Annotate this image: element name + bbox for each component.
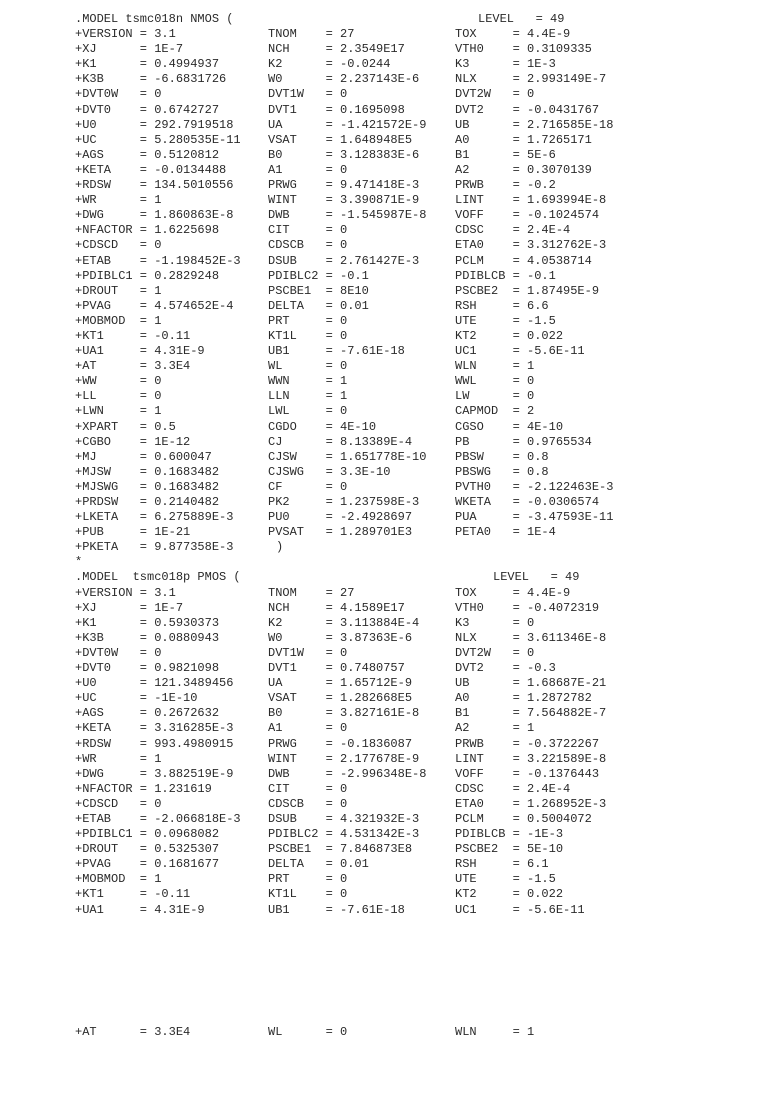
parameter-cell: K3 = 0 bbox=[455, 615, 535, 630]
parameter-cell: CF = 0 bbox=[268, 479, 348, 494]
nmos-parameter-row bbox=[75, 269, 755, 284]
parameter-cell: +KETA = -0.0134488 bbox=[75, 162, 227, 177]
nmos-parameter-row bbox=[75, 133, 755, 148]
nmos-parameter-row bbox=[75, 208, 755, 223]
parameter-cell: PSCBE1 = 8E10 bbox=[268, 283, 369, 298]
pmos-parameter-row bbox=[75, 601, 755, 616]
parameter-cell: +UC = 5.280535E-11 bbox=[75, 132, 241, 147]
parameter-cell: WL = 0 bbox=[268, 359, 348, 374]
parameter-cell: +PRDSW = 0.2140482 bbox=[75, 495, 220, 509]
pmos-parameter-row bbox=[75, 586, 755, 601]
parameter-cell: PK2 = 1.237598E-3 bbox=[268, 495, 420, 509]
parameter-cell: +K3B = 0.0880943 bbox=[75, 630, 220, 645]
pmos-parameter-row bbox=[75, 646, 755, 661]
parameter-cell: +DWG = 1.860863E-8 bbox=[75, 208, 234, 223]
nmos-parameter-row bbox=[75, 359, 755, 374]
parameter-cell: +CGBO = 1E-12 bbox=[75, 434, 191, 449]
pmos-parameter-row bbox=[75, 616, 755, 631]
parameter-cell: PBSW = 0.8 bbox=[455, 449, 549, 464]
parameter-cell: VSAT = 1.648948E5 bbox=[268, 132, 413, 147]
separator-asterisk: * bbox=[75, 555, 83, 570]
parameter-cell: PSCBE2 = 5E-10 bbox=[455, 842, 564, 857]
parameter-cell: CIT = 0 bbox=[268, 781, 348, 796]
parameter-cell: KT2 = 0.022 bbox=[455, 328, 564, 343]
pmos-parameter-row bbox=[75, 706, 755, 721]
parameter-cell: KT2 = 0.022 bbox=[455, 887, 564, 902]
parameter-cell: VOFF = -0.1024574 bbox=[455, 208, 600, 223]
pmos-parameter-row bbox=[75, 827, 755, 842]
parameter-cell: CDSCB = 0 bbox=[268, 238, 348, 253]
parameter-cell: PUA = -3.47593E-11 bbox=[455, 510, 614, 525]
parameter-cell: +VERSION = 3.1 bbox=[75, 27, 176, 42]
parameter-cell: +WR = 1 bbox=[75, 751, 162, 766]
parameter-cell: PRWG = 9.471418E-3 bbox=[268, 178, 420, 193]
parameter-cell: A1 = 0 bbox=[268, 721, 348, 736]
nmos-level-parameter: LEVEL = 49 bbox=[478, 12, 565, 26]
parameter-cell: WKETA = -0.0306574 bbox=[455, 495, 600, 509]
parameter-cell: NLX = 2.993149E-7 bbox=[455, 72, 607, 87]
parameter-cell: ETA0 = 1.268952E-3 bbox=[455, 796, 607, 811]
nmos-parameter-row bbox=[75, 57, 755, 72]
parameter-cell: PRWB = -0.2 bbox=[455, 178, 556, 193]
parameter-cell: +NFACTOR = 1.6225698 bbox=[75, 223, 220, 238]
parameter-cell: LINT = 1.693994E-8 bbox=[455, 193, 607, 208]
spice-model-document bbox=[75, 12, 755, 1040]
pmos-model-declaration: .MODEL tsmc018p PMOS ( bbox=[75, 570, 241, 585]
parameter-cell: TNOM = 27 bbox=[268, 27, 355, 42]
pmos-parameter-row bbox=[75, 812, 755, 827]
nmos-parameter-row bbox=[75, 465, 755, 480]
parameter-cell: VTH0 = -0.4072319 bbox=[455, 600, 600, 615]
parameter-cell: +LL = 0 bbox=[75, 389, 162, 404]
pmos-parameter-row bbox=[75, 797, 755, 812]
nmos-model-block bbox=[75, 12, 755, 555]
parameter-cell: W0 = 2.237143E-6 bbox=[268, 72, 420, 87]
parameter-cell: UB = 1.68687E-21 bbox=[455, 676, 607, 691]
nmos-parameter-row bbox=[75, 238, 755, 253]
parameter-cell: +MOBMOD = 1 bbox=[75, 872, 162, 887]
parameter-cell: +MJ = 0.600047 bbox=[75, 449, 212, 464]
nmos-parameter-row bbox=[75, 254, 755, 269]
parameter-cell: KT1L = 0 bbox=[268, 328, 348, 343]
pmos-parameter-row bbox=[75, 842, 755, 857]
nmos-parameter-row bbox=[75, 42, 755, 57]
nmos-pketa-parameter: +PKETA = 9.877358E-3 bbox=[75, 540, 234, 555]
parameter-cell: +XJ = 1E-7 bbox=[75, 42, 184, 57]
parameter-cell: PDIBLCB = -1E-3 bbox=[455, 827, 564, 842]
parameter-cell: +MOBMOD = 1 bbox=[75, 313, 162, 328]
parameter-cell: CDSCB = 0 bbox=[268, 796, 348, 811]
parameter-cell: +PUB = 1E-21 bbox=[75, 525, 191, 540]
parameter-cell: TOX = 4.4E-9 bbox=[455, 27, 571, 42]
parameter-cell: +K3B = -6.6831726 bbox=[75, 72, 227, 87]
parameter-cell: +CDSCD = 0 bbox=[75, 238, 162, 253]
parameter-cell: +K1 = 0.4994937 bbox=[75, 57, 220, 72]
nmos-parameter-row bbox=[75, 163, 755, 178]
parameter-cell: W0 = 3.87363E-6 bbox=[268, 630, 413, 645]
parameter-cell: +PDIBLC1 = 0.0968082 bbox=[75, 827, 220, 842]
parameter-cell: B1 = 5E-6 bbox=[455, 147, 556, 162]
parameter-cell: +UC = -1E-10 bbox=[75, 691, 198, 706]
parameter-cell: +DVT0 = 0.6742727 bbox=[75, 102, 220, 117]
parameter-cell: PDIBLC2 = -0.1 bbox=[268, 268, 369, 283]
parameter-cell: +RDSW = 134.5010556 bbox=[75, 178, 234, 193]
parameter-cell: PRT = 0 bbox=[268, 872, 348, 887]
nmos-parameter-row bbox=[75, 223, 755, 238]
parameter-cell: +PVAG = 4.574652E-4 bbox=[75, 298, 234, 313]
parameter-cell: PETA0 = 1E-4 bbox=[455, 525, 556, 540]
pmos-parameter-row bbox=[75, 676, 755, 691]
parameter-cell: CJSW = 1.651778E-10 bbox=[268, 449, 427, 464]
nmos-parameter-row bbox=[75, 525, 755, 540]
parameter-cell: NCH = 2.3549E17 bbox=[268, 42, 405, 57]
parameter-cell: CDSC = 2.4E-4 bbox=[455, 781, 571, 796]
parameter-cell: KT1L = 0 bbox=[268, 887, 348, 902]
page-gap bbox=[75, 918, 755, 1025]
parameter-cell: +KT1 = -0.11 bbox=[75, 887, 191, 902]
parameter-cell: PRT = 0 bbox=[268, 313, 348, 328]
parameter-cell: B0 = 3.827161E-8 bbox=[268, 706, 420, 721]
parameter-cell: A2 = 0.3070139 bbox=[455, 162, 592, 177]
parameter-cell: K2 = 3.113884E-4 bbox=[268, 615, 420, 630]
parameter-cell: CGDO = 4E-10 bbox=[268, 419, 377, 434]
parameter-cell: UA = -1.421572E-9 bbox=[268, 117, 427, 132]
parameter-cell: +UA1 = 4.31E-9 bbox=[75, 902, 205, 917]
parameter-cell: NCH = 4.1589E17 bbox=[268, 600, 405, 615]
nmos-parameter-rows bbox=[75, 27, 755, 540]
parameter-cell: +AGS = 0.5120812 bbox=[75, 147, 220, 162]
parameter-cell: +PDIBLC1 = 0.2829248 bbox=[75, 268, 220, 283]
parameter-cell: +DWG = 3.882519E-9 bbox=[75, 766, 234, 781]
parameter-cell: +UA1 = 4.31E-9 bbox=[75, 344, 205, 359]
model-separator bbox=[75, 555, 755, 570]
parameter-cell: NLX = 3.611346E-8 bbox=[455, 630, 607, 645]
parameter-cell: +U0 = 292.7919518 bbox=[75, 117, 234, 132]
parameter-cell: UB1 = -7.61E-18 bbox=[268, 344, 405, 359]
parameter-cell: PVSAT = 1.289701E3 bbox=[268, 525, 413, 540]
parameter-cell: +NFACTOR = 1.231619 bbox=[75, 781, 212, 796]
parameter-cell: UTE = -1.5 bbox=[455, 313, 556, 328]
parameter-cell: LINT = 3.221589E-8 bbox=[455, 751, 607, 766]
parameter-cell: DVT1W = 0 bbox=[268, 645, 348, 660]
pmos-parameter-row bbox=[75, 1025, 755, 1040]
nmos-parameter-row bbox=[75, 480, 755, 495]
parameter-cell: DWB = -2.996348E-8 bbox=[268, 766, 427, 781]
parameter-cell: UA = 1.65712E-9 bbox=[268, 676, 413, 691]
parameter-cell: DVT1W = 0 bbox=[268, 87, 348, 102]
parameter-cell: K2 = -0.0244 bbox=[268, 57, 391, 72]
parameter-cell: UC1 = -5.6E-11 bbox=[455, 902, 585, 917]
parameter-cell: +DROUT = 0.5325307 bbox=[75, 842, 220, 857]
parameter-cell: PVTH0 = -2.122463E-3 bbox=[455, 479, 614, 494]
parameter-cell: DSUB = 4.321932E-3 bbox=[268, 811, 420, 826]
parameter-cell: DSUB = 2.761427E-3 bbox=[268, 253, 420, 268]
nmos-parameter-row bbox=[75, 103, 755, 118]
nmos-parameter-row bbox=[75, 314, 755, 329]
parameter-cell: LW = 0 bbox=[455, 389, 535, 404]
parameter-cell: +DVT0W = 0 bbox=[75, 87, 162, 102]
parameter-cell: K3 = 1E-3 bbox=[455, 57, 556, 72]
parameter-cell: A1 = 0 bbox=[268, 162, 348, 177]
nmos-model-header bbox=[75, 12, 755, 27]
parameter-cell: +VERSION = 3.1 bbox=[75, 585, 176, 600]
parameter-cell: DELTA = 0.01 bbox=[268, 298, 369, 313]
parameter-cell: VOFF = -0.1376443 bbox=[455, 766, 600, 781]
nmos-parameter-row bbox=[75, 374, 755, 389]
pmos-parameter-row bbox=[75, 767, 755, 782]
parameter-cell: VSAT = 1.282668E5 bbox=[268, 691, 413, 706]
parameter-cell: PRWB = -0.3722267 bbox=[455, 736, 600, 751]
parameter-cell: PSCBE1 = 7.846873E8 bbox=[268, 842, 413, 857]
parameter-cell: PU0 = -2.4928697 bbox=[268, 510, 413, 525]
parameter-cell: DVT1 = 0.1695098 bbox=[268, 102, 405, 117]
pmos-model-header bbox=[75, 570, 755, 585]
nmos-parameter-row bbox=[75, 450, 755, 465]
parameter-cell: WINT = 3.390871E-9 bbox=[268, 193, 420, 208]
parameter-cell: CJSWG = 3.3E-10 bbox=[268, 464, 391, 479]
parameter-cell: LLN = 1 bbox=[268, 389, 348, 404]
parameter-cell: RSH = 6.6 bbox=[455, 298, 549, 313]
parameter-cell: VTH0 = 0.3109335 bbox=[455, 42, 592, 57]
parameter-cell: +ETAB = -2.066818E-3 bbox=[75, 811, 241, 826]
parameter-cell: WL = 0 bbox=[268, 1024, 348, 1039]
parameter-cell: DVT2 = -0.0431767 bbox=[455, 102, 600, 117]
pmos-parameter-row bbox=[75, 903, 755, 918]
nmos-model-declaration: .MODEL tsmc018n NMOS ( bbox=[75, 12, 234, 26]
parameter-cell: WINT = 2.177678E-9 bbox=[268, 751, 420, 766]
parameter-cell: UTE = -1.5 bbox=[455, 872, 556, 887]
pmos-level-parameter: LEVEL = 49 bbox=[493, 570, 580, 585]
nmos-parameter-row bbox=[75, 87, 755, 102]
parameter-cell: +AT = 3.3E4 bbox=[75, 1024, 191, 1039]
pmos-parameter-row bbox=[75, 661, 755, 676]
parameter-cell: ETA0 = 3.312762E-3 bbox=[455, 238, 607, 253]
pmos-parameter-row bbox=[75, 887, 755, 902]
parameter-cell: UB1 = -7.61E-18 bbox=[268, 902, 405, 917]
nmos-parameter-row bbox=[75, 435, 755, 450]
parameter-cell: +LWN = 1 bbox=[75, 404, 162, 419]
nmos-closing-paren: ) bbox=[276, 540, 284, 555]
nmos-parameter-row bbox=[75, 299, 755, 314]
pmos-parameter-row bbox=[75, 737, 755, 752]
parameter-cell: DVT2 = -0.3 bbox=[455, 661, 556, 676]
parameter-cell: WWN = 1 bbox=[268, 374, 348, 389]
nmos-parameter-row bbox=[75, 27, 755, 42]
parameter-cell: DVT2W = 0 bbox=[455, 645, 535, 660]
parameter-cell: +AGS = 0.2672632 bbox=[75, 706, 220, 721]
nmos-parameter-row bbox=[75, 389, 755, 404]
parameter-cell: +ETAB = -1.198452E-3 bbox=[75, 253, 241, 268]
pmos-parameter-row bbox=[75, 752, 755, 767]
parameter-cell: CAPMOD = 2 bbox=[455, 404, 535, 419]
parameter-cell: WLN = 1 bbox=[455, 359, 535, 374]
parameter-cell: PCLM = 0.5004072 bbox=[455, 811, 592, 826]
nmos-parameter-row bbox=[75, 72, 755, 87]
parameter-cell: WWL = 0 bbox=[455, 374, 535, 389]
parameter-cell: +WW = 0 bbox=[75, 374, 162, 389]
parameter-cell: +WR = 1 bbox=[75, 193, 162, 208]
parameter-cell: +LKETA = 6.275889E-3 bbox=[75, 510, 234, 525]
pmos-parameter-rows bbox=[75, 586, 755, 918]
parameter-cell: LWL = 0 bbox=[268, 404, 348, 419]
nmos-parameter-row bbox=[75, 118, 755, 133]
parameter-cell: +K1 = 0.5930373 bbox=[75, 615, 220, 630]
parameter-cell: +DVT0W = 0 bbox=[75, 645, 162, 660]
parameter-cell: DVT2W = 0 bbox=[455, 87, 535, 102]
parameter-cell: +XJ = 1E-7 bbox=[75, 600, 184, 615]
parameter-cell: CDSC = 2.4E-4 bbox=[455, 223, 571, 238]
nmos-parameter-row bbox=[75, 284, 755, 299]
nmos-parameter-row bbox=[75, 344, 755, 359]
nmos-parameter-row bbox=[75, 178, 755, 193]
parameter-cell: DWB = -1.545987E-8 bbox=[268, 208, 427, 223]
pmos-parameter-row bbox=[75, 782, 755, 797]
parameter-cell: +XPART = 0.5 bbox=[75, 419, 176, 434]
parameter-cell: A0 = 1.2872782 bbox=[455, 691, 592, 706]
parameter-cell: UB = 2.716585E-18 bbox=[455, 117, 614, 132]
parameter-cell: +AT = 3.3E4 bbox=[75, 359, 191, 374]
parameter-cell: TOX = 4.4E-9 bbox=[455, 585, 571, 600]
parameter-cell: B1 = 7.564882E-7 bbox=[455, 706, 607, 721]
pmos-model-block bbox=[75, 570, 755, 1039]
parameter-cell: PB = 0.9765534 bbox=[455, 434, 592, 449]
pmos-parameter-row bbox=[75, 691, 755, 706]
parameter-cell: +DVT0 = 0.9821098 bbox=[75, 661, 220, 676]
parameter-cell: +CDSCD = 0 bbox=[75, 796, 162, 811]
parameter-cell: WLN = 1 bbox=[455, 1024, 535, 1039]
parameter-cell: +MJSWG = 0.1683482 bbox=[75, 479, 220, 494]
parameter-cell: DELTA = 0.01 bbox=[268, 857, 369, 872]
parameter-cell: PDIBLC2 = 4.531342E-3 bbox=[268, 827, 420, 842]
nmos-parameter-row bbox=[75, 329, 755, 344]
nmos-parameter-row bbox=[75, 404, 755, 419]
parameter-cell: +U0 = 121.3489456 bbox=[75, 676, 234, 691]
parameter-cell: A2 = 1 bbox=[455, 721, 535, 736]
parameter-cell: UC1 = -5.6E-11 bbox=[455, 344, 585, 359]
pmos-parameter-row bbox=[75, 872, 755, 887]
nmos-parameter-row bbox=[75, 510, 755, 525]
parameter-cell: +PVAG = 0.1681677 bbox=[75, 857, 220, 872]
parameter-cell: +KETA = 3.316285E-3 bbox=[75, 721, 234, 736]
parameter-cell: +DROUT = 1 bbox=[75, 283, 162, 298]
pmos-parameter-row bbox=[75, 721, 755, 736]
parameter-cell: +RDSW = 993.4980915 bbox=[75, 736, 234, 751]
parameter-cell: PSCBE2 = 1.87495E-9 bbox=[455, 283, 600, 298]
parameter-cell: +KT1 = -0.11 bbox=[75, 328, 191, 343]
nmos-parameter-row bbox=[75, 495, 755, 510]
parameter-cell: B0 = 3.128383E-6 bbox=[268, 147, 420, 162]
parameter-cell: PBSWG = 0.8 bbox=[455, 464, 549, 479]
parameter-cell: RSH = 6.1 bbox=[455, 857, 549, 872]
nmos-final-row bbox=[75, 540, 755, 555]
parameter-cell: PCLM = 4.0538714 bbox=[455, 253, 592, 268]
pmos-parameter-row bbox=[75, 631, 755, 646]
parameter-cell: PRWG = -0.1836087 bbox=[268, 736, 413, 751]
parameter-cell: DVT1 = 0.7480757 bbox=[268, 661, 405, 676]
parameter-cell: CIT = 0 bbox=[268, 223, 348, 238]
nmos-parameter-row bbox=[75, 148, 755, 163]
parameter-cell: CJ = 8.13389E-4 bbox=[268, 434, 413, 449]
parameter-cell: A0 = 1.7265171 bbox=[455, 132, 592, 147]
parameter-cell: TNOM = 27 bbox=[268, 585, 355, 600]
pmos-parameter-row bbox=[75, 857, 755, 872]
parameter-cell: PDIBLCB = -0.1 bbox=[455, 268, 556, 283]
parameter-cell: CGSO = 4E-10 bbox=[455, 419, 564, 434]
nmos-parameter-row bbox=[75, 420, 755, 435]
parameter-cell: +MJSW = 0.1683482 bbox=[75, 464, 220, 479]
nmos-parameter-row bbox=[75, 193, 755, 208]
